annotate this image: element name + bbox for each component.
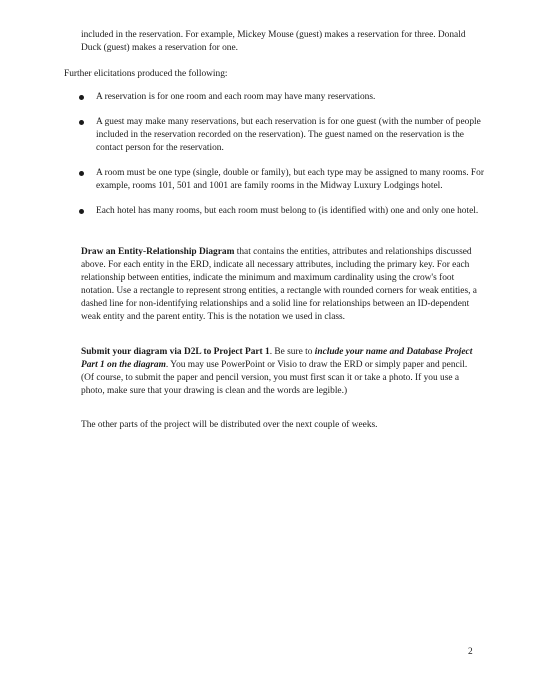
submit-text-1: . Be sure to <box>269 347 315 357</box>
submit-instructions-paragraph <box>81 346 481 398</box>
bullet-icon <box>79 171 84 176</box>
list-item <box>64 205 484 218</box>
list-item <box>64 167 484 193</box>
list-item-text: A guest may make many reservations, but each reservation is for one guest (with the number of people included in the reservation recorded on the reservation). The guest named on the reservation is the contact person for the reservation. <box>96 117 481 153</box>
erd-bold-lead: Draw an Entity-Relationship Diagram <box>81 247 235 257</box>
further-elicitations-paragraph <box>64 68 484 81</box>
list-item <box>64 116 484 155</box>
list-item-text: Each hotel has many rooms, but each room must belong to (is identified with) one and only one hotel. <box>96 206 479 216</box>
bullet-icon <box>79 209 84 214</box>
other-parts-paragraph <box>81 419 481 432</box>
bullet-icon <box>79 95 84 100</box>
list-item-text: A room must be one type (single, double or family), but each type may be assigned to many rooms. For example, rooms 101, 501 and 1001 are family rooms in the Midway Luxury Lodgings hotel. <box>96 168 484 191</box>
list-item <box>64 91 484 104</box>
other-parts-text: The other parts of the project will be distributed over the next couple of weeks. <box>81 420 378 430</box>
requirements-list <box>64 91 484 230</box>
bullet-icon <box>79 120 84 125</box>
page-number: 2 <box>468 647 473 657</box>
further-text: Further elicitations produced the following: <box>64 69 228 79</box>
intro-text: included in the reservation. For example, Mickey Mouse (guest) makes a reservation for three. Donald Duck (guest) makes a reservation for one. <box>81 30 466 53</box>
submit-bold-lead: Submit your diagram via D2L to Project Part 1 <box>81 347 270 357</box>
submit-bold-italic: include your name and Database Project Part 1 on the diagram <box>81 347 473 370</box>
erd-instructions-paragraph <box>81 246 481 324</box>
intro-paragraph <box>81 29 481 55</box>
submit-text-2: . You may use PowerPoint or Visio to draw the ERD or simply paper and pencil. (Of course, to submit the paper and pencil version, you must first scan it or take a photo. If you use a photo, make sure that your drawing is clean and the words are legible.) <box>81 360 468 396</box>
erd-body-text: that contains the entities, attributes and relationships discussed above. For each entity in the ERD, indicate all necessary attributes, including the primary key. For each relationship between entities, indicate the minimum and maximum cardinality using the crow's foot notation. Use a rectangle to represent strong entities, a rectangle with rounded corners for weak entities, a dashed line for non-identifying relationships and a solid line for relationships between an ID-dependent weak entity and the parent entity. This is the notation we used in class. <box>81 247 477 322</box>
list-item-text: A reservation is for one room and each room may have many reservations. <box>96 92 376 102</box>
